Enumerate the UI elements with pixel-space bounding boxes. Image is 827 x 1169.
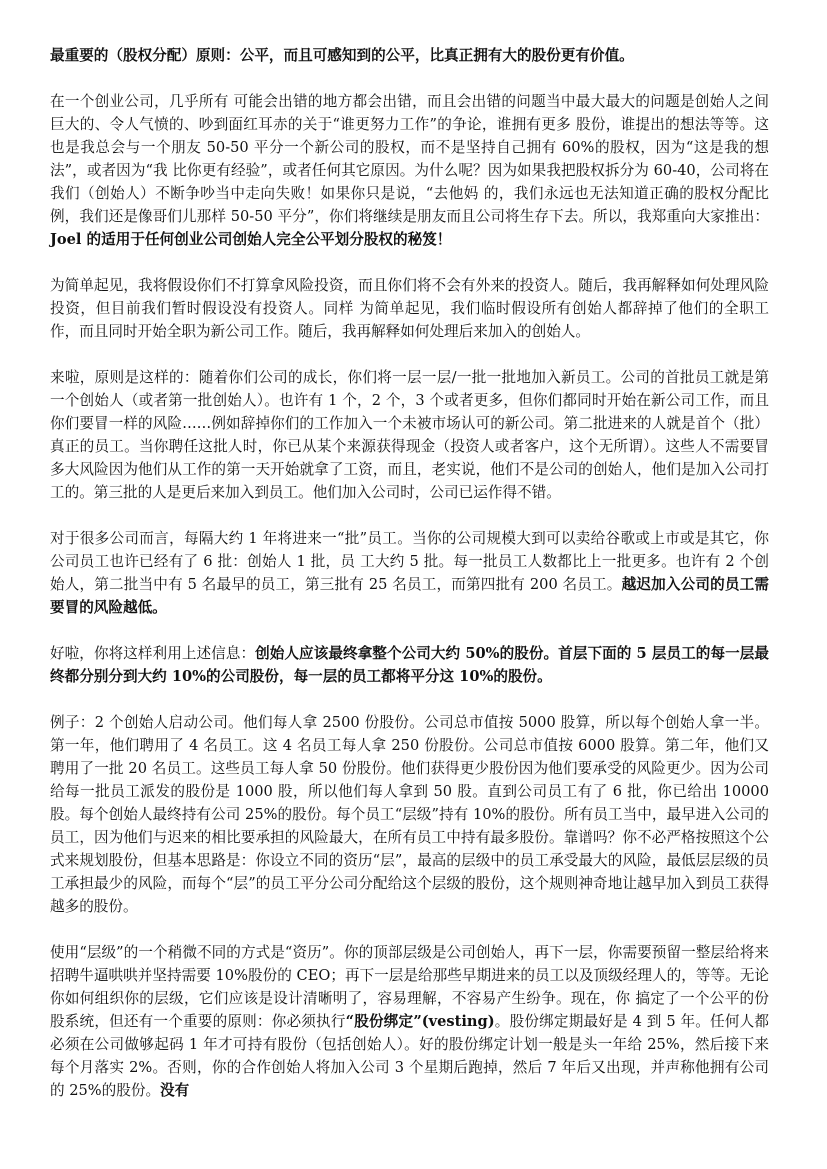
paragraph-text: 对于很多公司而言，每隔大约 1 年将进来一“批”员工。当你的公司规模大到可以卖给谷歌或上市或是其它，你公司员工也许已经有了 6 批：创始人 1 批，员 工大约 5 批。每一批员工人数都比上一批更多。也许有 2 个创始人，第二批当中有 5 名最早的员工，第三批有 25 名员工，而第四批有 200 名员工。 bbox=[50, 530, 769, 593]
paragraph-text: 好啦，你将这样利用上述信息： bbox=[50, 645, 256, 662]
paragraph-text: 使用“层级”的一个稍微不同的方式是“资历”。你的顶部层级是公司创始人，再下一层，你需要预留一整层给将来招聘牛逼哄哄并坚持需要 10%股份的 CEO；再下一层是给那些早期进来的员工以及顶级经理人的，等等。无论你如何组织你的层级，它们应该是设计清晰明了，容易理解，不容易产生纷争。现在，你 搞定了一个公平的份股系统，但还有一个重要的原则：你必须执行 bbox=[50, 944, 769, 1030]
paragraph-founder-conflict bbox=[50, 90, 769, 251]
paragraph-text: 来啦，原则是这样的：随着你们公司的成长，你们将一层一层/一批一批地加入新员工。公司的首批员工就是第一个创始人（或者第一批创始人）。也许有 1 个，2 个，3 个或者更多，但你们都同时开始在新公司工作，而且你们要冒一样的风险……例如辞掉你们的工作加入一个未被市场认可的新公司。第二批进来的人就是首个（批）真正的员工。当你聘任这批人时，你已从某个来源获得现金（投资人或者客户，这个无所谓）。这些人不需要冒多大风险因为他们从工作的第一天开始就拿了工资，而且，老实说，他们不是公司的创始人，他们是加入公司打工的。第三批的人是更后来加入到员工。他们加入公司时，公司已运作得不错。 bbox=[50, 369, 769, 501]
paragraph-text-continued: 。股份绑定期最好是 4 到 5 年。任何人都必须在公司做够起码 1 年才可持有股份（包括创始人）。好的股份绑定计划一般是头一年给 25%，然后接下来每个月落实 2%。否则，你的合作创始人将加入公司 3 个星期后跑掉，然后 7 年后又出现，并声称他拥有公司的 25%的股份。 bbox=[50, 1013, 769, 1099]
paragraph-assumptions bbox=[50, 274, 769, 343]
paragraph-bold-continued: 没有 bbox=[160, 1082, 190, 1099]
paragraph-batches bbox=[50, 527, 769, 619]
paragraph-text: 为简单起见，我将假设你们不打算拿风险投资，而且你们将不会有外来的投资人。随后，我再解释如何处理风险投资，但目前我们暂时假设没有投资人。同样 为简单起见，我们临时假设所有创始人都辞掉了他们的全职工作，而且同时开始全职为新公司工作。随后，我再解释如何处理后来加入的创始人。 bbox=[50, 277, 769, 340]
paragraph-text: 在一个创业公司，几乎所有 可能会出错的地方都会出错，而且会出错的问题当中最大最大的问题是创始人之间巨大的、令人气愤的、吵到面红耳赤的关于“谁更努力工作”的争论，谁拥有更多 股份，谁提出的想法等等。这也是我总会与一个朋友 50-50 平分一个新公司的股权，而不是坚持自己拥有 60%的股权，因为“这是我的想法”，或者因为“我 比你更有经验”，或者任何其它原因。为什么呢？因为如果我把股权拆分为 60-40，公司将在我们（创始人）不断争吵当中走向失败！如果你只是说，“去他妈 的，我们永远也无法知道正确的股权分配比例，我们还是像哥们儿那样 50-50 平分”，你们将继续是朋友而且公司将生存下去。所以，我郑重向大家推出： bbox=[50, 93, 769, 225]
paragraph-bold: 创始人应该最终拿整个公司大约 50%的股份。首层下面的 5 层员工的每一层最终都分别分到大约 10%的公司股份，每一层的员工都将平分这 10%的股份。 bbox=[50, 645, 769, 685]
paragraph-example bbox=[50, 711, 769, 918]
paragraph-layers bbox=[50, 366, 769, 504]
paragraph-bold: 越迟加入公司的员工需要冒的风险越低。 bbox=[50, 576, 769, 616]
paragraph-text: 例子：2 个创始人启动公司。他们每人拿 2500 份股份。公司总市值按 5000 股算，所以每个创始人拿一半。第一年，他们聘用了 4 名员工。这 4 名员工每人拿 250 份股份。公司总市值按 6000 股算。第二年，他们又聘用了一批 20 名员工。这些员工每人拿 50 份股份。他们获得更少股份因为他们要承受的风险更少。因为公司给每一批员工派发的股份是 1000 股，所以他们每人拿到 50 股。直到公司员工有了 6 批，你已给出 10000 股。每个创始人最终持有公司 25%的股份。每个员工“层级”持有 10%的股份。所有员工当中，最早进入公司的员工，因为他们与迟来的相比要承担的风险最大，在所有员工中持有最多股份。靠谱吗？你不必严格按照这个公式来规划股份，但基本思路是：你设立不同的资历“层”，最高的层级中的员工承受最大的风险，最低层层级的员工承担最少的风险，而每个“层”的员工平分公司分配给这个层级的股份，这个规则神奇地让越早加入到员工获得越多的股份。 bbox=[50, 714, 769, 915]
paragraph-bold: “股份绑定”(vesting) bbox=[345, 1013, 495, 1030]
paragraph-bold: Joel 的适用于任何创业公司创始人完全公平划分股权的秘笈！ bbox=[50, 231, 452, 248]
principle-heading-bold: 最重要的（股权分配）原则：公平，而且可感知到的公平，比真正拥有大的股份更有价值。 bbox=[50, 47, 634, 64]
paragraph-vesting bbox=[50, 941, 769, 1102]
paragraph-rule bbox=[50, 642, 769, 688]
principle-heading bbox=[50, 44, 769, 67]
